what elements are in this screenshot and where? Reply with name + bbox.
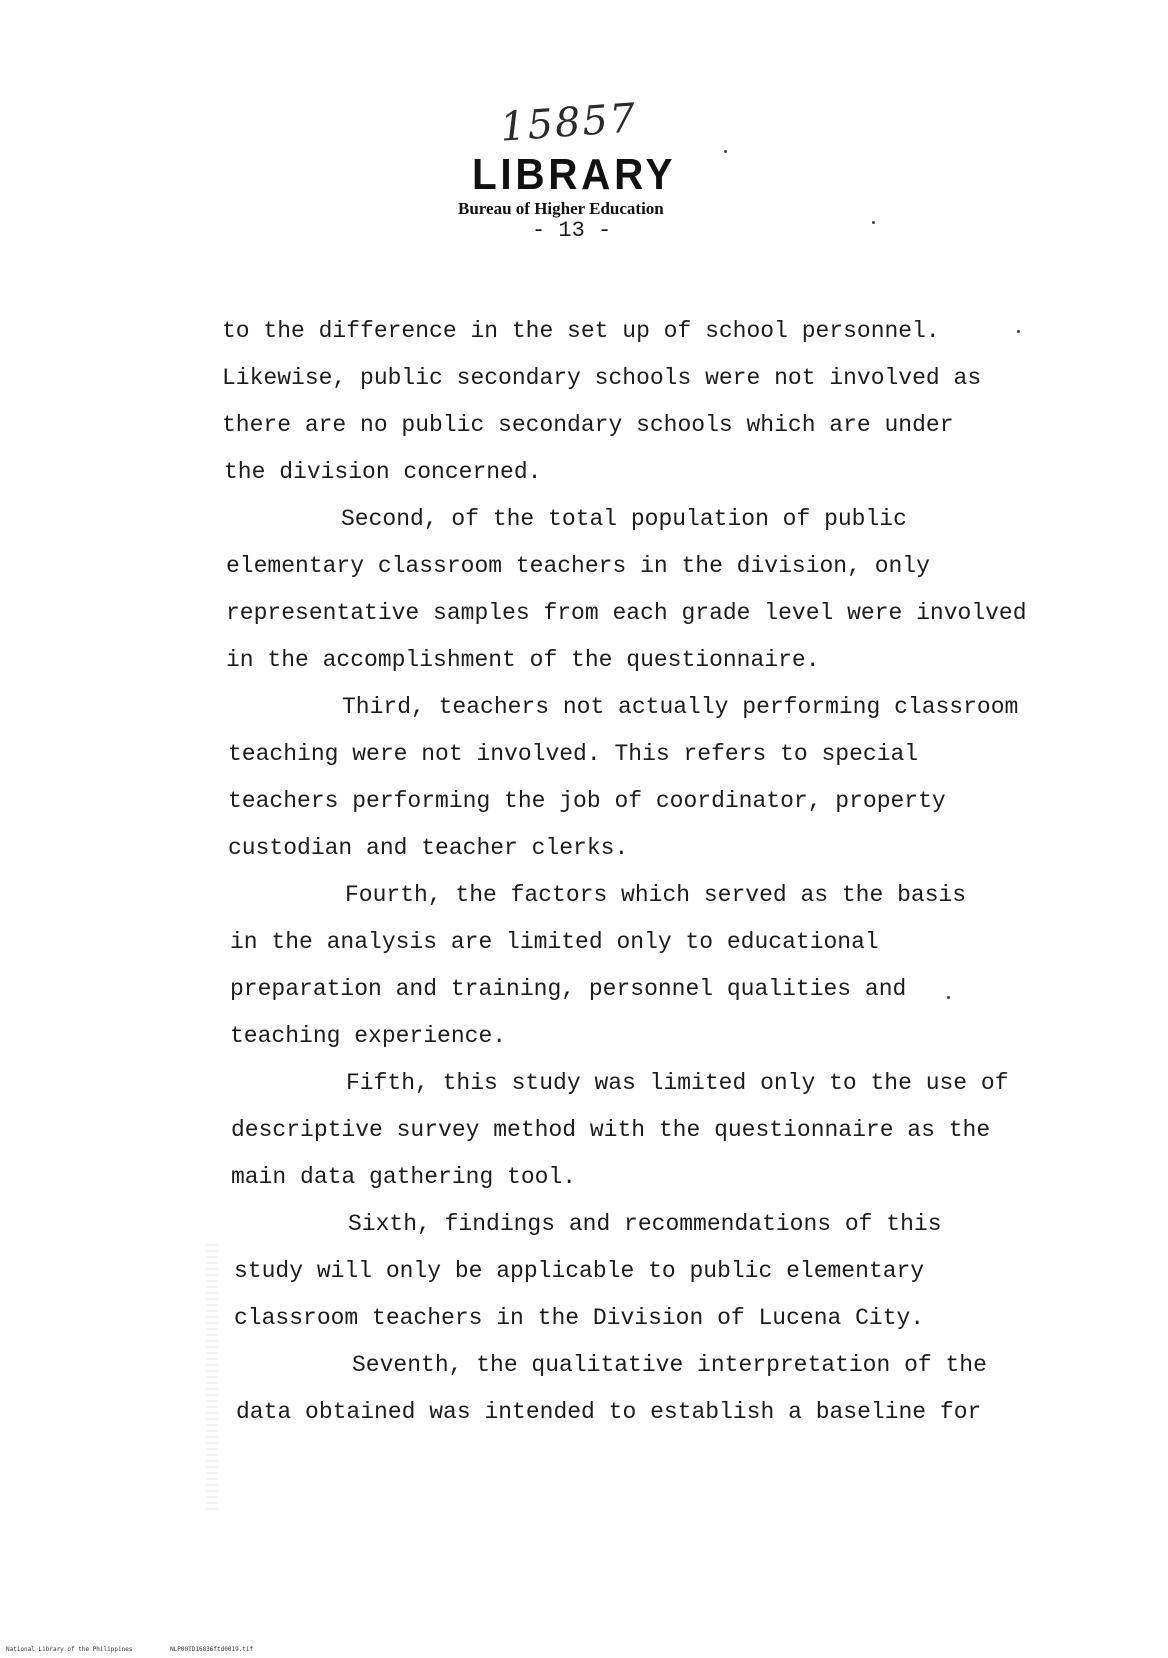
text-line: Third, teachers not actually performing classroom [342,694,1019,720]
footer-institution: National Library of the Philippines [6,1646,133,1653]
scan-speck [947,996,950,999]
text-line: preparation and training, personnel qualities and [230,976,907,1002]
text-line: in the analysis are limited only to educational [230,929,879,955]
text-line: the division concerned. [224,459,542,485]
library-stamp: LIBRARY [472,150,677,199]
text-line: classroom teachers in the Division of Lucena City. [234,1305,925,1331]
scan-speck [872,221,875,224]
text-line: teaching were not involved. This refers to special [228,741,919,767]
text-line: Fourth, the factors which served as the basis [345,882,967,908]
text-line: Likewise, public secondary schools were not involved as [222,365,982,391]
footer-file-name: NLP00TD16836ftd0019.tif [170,1646,254,1653]
text-line: representative samples from each grade level were involved [226,600,1027,626]
library-stamp-subtitle: Bureau of Higher Education [458,199,664,218]
text-line: main data gathering tool. [231,1164,577,1190]
text-line: descriptive survey method with the questionnaire as the [231,1117,991,1143]
text-line: Second, of the total population of public [341,506,907,532]
scan-speck [724,150,727,153]
scan-edge-noise [206,1240,218,1510]
text-line: Sixth, findings and recommendations of this [348,1211,942,1237]
scan-speck [1017,330,1020,333]
text-line: to the difference in the set up of school personnel. [222,318,940,344]
accession-number: 15857 [498,95,639,151]
text-line: teachers performing the job of coordinator, property [228,788,946,814]
text-line: Seventh, the qualitative interpretation of the [352,1352,987,1378]
scan-footer [6,1646,287,1653]
text-line: elementary classroom teachers in the division, only [226,553,930,579]
text-line: study will only be applicable to public elementary [234,1258,925,1284]
text-line: in the accomplishment of the questionnaire. [226,647,820,673]
text-line: there are no public secondary schools which are under [222,412,954,438]
text-line: custodian and teacher clerks. [228,835,629,861]
text-line: Fifth, this study was limited only to the use of [346,1070,1009,1096]
text-line: data obtained was intended to establish a baseline for [236,1399,982,1425]
text-line: teaching experience. [230,1023,507,1049]
page-number: - 13 - [532,218,612,243]
